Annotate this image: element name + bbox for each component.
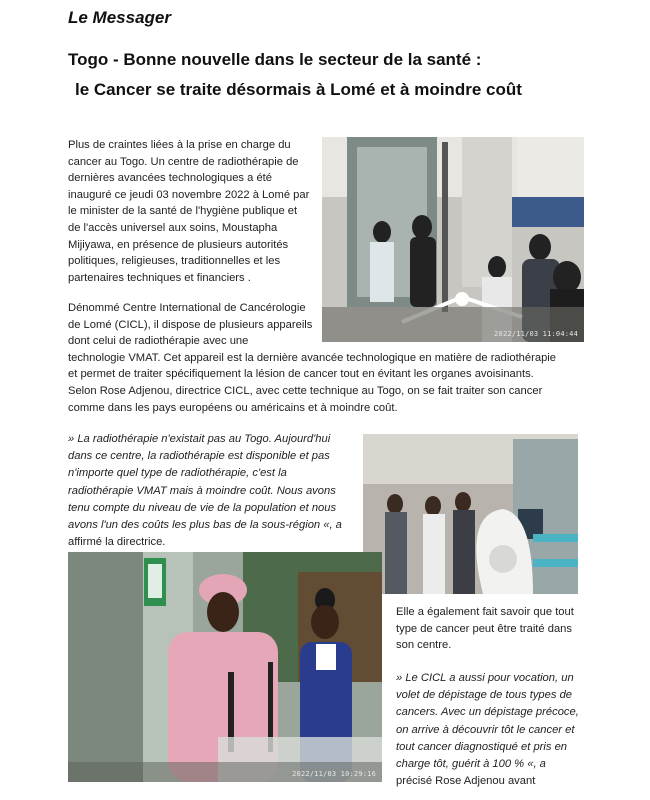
text-line: précisé Rose Adjenou avant [396,775,536,788]
text-line: n'importe quel type de radiothérapie, c'est la [68,467,287,480]
paragraph-all-cancers [396,604,574,654]
text-line: radiothérapie VMAT mais à moindre coût. Nous avons [68,484,336,497]
publication-name: Le Messager [68,8,171,27]
text-line: inauguré ce jeudi 03 novembre 2022 à Lomé par [68,188,310,201]
quote-director [68,431,342,551]
text-line: technologie VMAT. Cet appareil est la dernière avancée technologique en matière de radiothérapie [68,351,556,364]
text-line: cancer au Togo. Un centre de radiothérapie de [68,155,299,168]
text-line: charge tôt, guérit à 100 % «, a [396,758,546,771]
text-line: de Lomé (CICL), il dispose de plusieurs appareils [68,318,313,331]
text-line: le minister de la santé de l'hygiène publique et [68,205,298,218]
text-line: dans ce centre, la radiothérapie est disponible et pas [68,450,330,463]
article-title-line-1: Togo - Bonne nouvelle dans le secteur de la santé : [68,50,482,69]
photo-radiotherapy-room [363,434,578,594]
text-line: » La radiothérapie n'existait pas au Togo. Aujourd'hui [68,433,331,445]
text-line: et permet de traiter spécifiquement la lésion de cancer tout en évitant les organes avoisinants. [68,368,534,381]
text-line: on arrive à découvrir tôt le cancer et [396,723,575,736]
text-line: Dénommé Centre International de Cancérologie [68,302,306,314]
text-line: dont celui de radiothérapie avec une [68,335,249,348]
text-line: partenaires techniques et financiers . [68,271,251,284]
text-line: Selon Rose Adjenou, directrice CICL, avec cette technique au Togo, on se fait traiter son cancer [68,384,543,397]
text-line: comme dans les pays européens ou américains et à moindre coût. [68,401,398,414]
photo-timestamp: 2022/11/03 10:29:16 [292,770,376,778]
text-line: Mijiyawa, en présence de plusieurs autorités [68,238,289,251]
text-line: son centre. [396,639,452,652]
text-line: tenu compte du niveau de vie de la population et nous [68,501,337,514]
text-line: avons l'un des coûts les plus bas de la sous-région «, a [68,519,342,532]
text-line: affirmé la directrice. [68,536,166,549]
text-line: politiques, religieuses, traditionnelles et les [68,255,281,268]
photo-timestamp: 2022/11/03 11:04:44 [494,330,578,338]
article-title-line-2: le Cancer se traite désormais à Lomé et à moindre coût [75,80,522,99]
text-line: dernières avancées technologiques a été [68,172,273,185]
text-line: de l'accès universel aux soins, Moustapha [68,221,278,234]
text-line: volet de dépistage de tous types de [396,689,573,702]
text-line: type de cancer peut être traité dans [396,622,573,635]
text-line: Elle a également fait savoir que tout [396,606,574,618]
text-line: Plus de craintes liées à la prise en charge du [68,139,291,151]
text-line: tout cancer diagnostiqué et pris en [396,740,568,753]
text-line: » Le CICL a aussi pour vocation, un [396,672,574,684]
photo-director-speech [68,552,382,782]
photo-inauguration-ribbon [322,137,584,342]
paragraph-intro [68,137,309,286]
text-line: cancers. Avec un dépistage précoce, [396,706,579,719]
quote-screening [396,670,579,790]
